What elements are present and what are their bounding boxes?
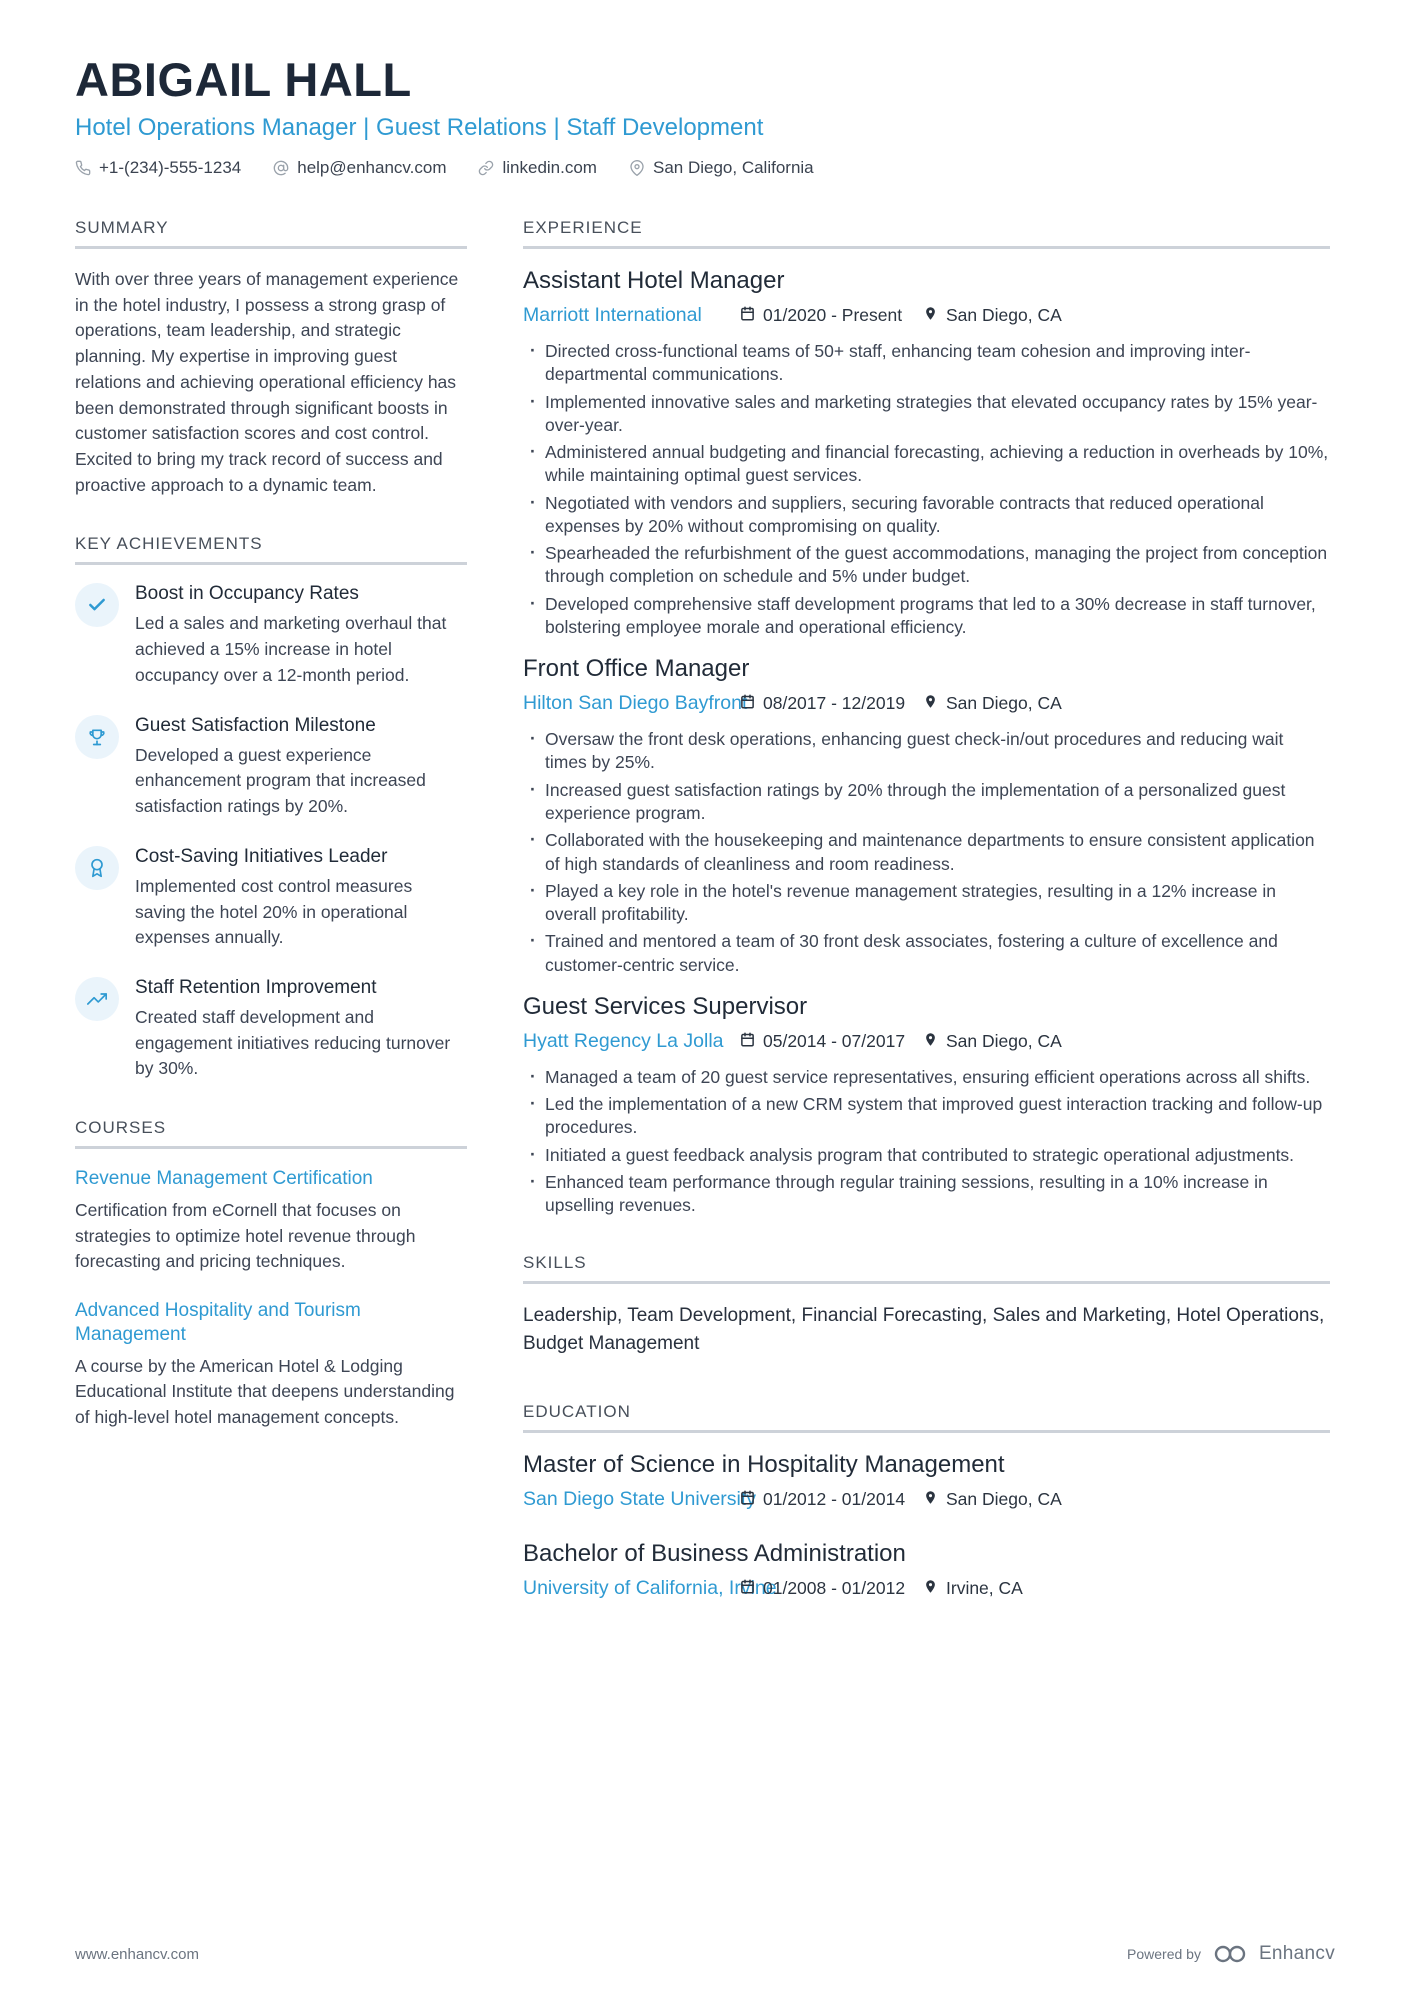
job-bullet: · Led the implementation of a new CRM system that improved guest interaction tracking and follow-up procedures. (523, 1093, 1330, 1140)
education-entry (523, 1451, 1330, 1518)
job-bullet: · Initiated a guest feedback analysis program that contributed to strategic operational adjustments. (523, 1144, 1330, 1167)
growth-icon (75, 977, 119, 1021)
school-name: San Diego State University (523, 1487, 757, 1510)
company-name: Marriott International (523, 304, 702, 326)
job-bullet: · Trained and mentored a team of 30 front desk associates, fostering a culture of excellence and customer-centric service. (523, 930, 1330, 977)
courses-section (75, 1118, 467, 1431)
calendar-icon (740, 693, 755, 714)
phone-contact (75, 158, 241, 178)
job-bullet: · Implemented innovative sales and marketing strategies that elevated occupancy rates by 15% year-over-year. (523, 391, 1330, 438)
job-meta-row (523, 1030, 1330, 1060)
powered-by[interactable] (1127, 1943, 1335, 1965)
education-heading: EDUCATION (523, 1402, 1330, 1433)
location-pin-icon (923, 1489, 938, 1510)
course-item (75, 1167, 467, 1275)
job-entry (523, 993, 1330, 1218)
job-bullet: · Oversaw the front desk operations, enhancing guest check-in/out procedures and reducing wait times by 25%. (523, 728, 1330, 775)
job-bullet: · Directed cross-functional teams of 50+ staff, enhancing team cohesion and improving inter-departmental communications. (523, 340, 1330, 387)
skills-heading: SKILLS (523, 1253, 1330, 1284)
course-title: Advanced Hospitality and Tourism Management (75, 1300, 361, 1345)
degree-title: Master of Science in Hospitality Management (523, 1450, 1005, 1478)
achievement-description: Created staff development and engagement initiatives reducing turnover by 30%. (135, 1006, 451, 1079)
job-entry (523, 267, 1330, 639)
footer-site-link[interactable]: www.enhancv.com (75, 1945, 199, 1963)
course-title: Revenue Management Certification (75, 1168, 373, 1190)
location-text: San Diego, California (652, 158, 814, 177)
job-bullet: · Played a key role in the hotel's revenue management strategies, resulting in a 12% increase in overall profitability. (523, 880, 1330, 927)
footer (75, 1943, 1335, 1965)
calendar-icon (740, 305, 755, 326)
summary-heading: SUMMARY (75, 218, 467, 249)
header (75, 52, 1330, 178)
brand-name: Enhancv (1258, 1943, 1335, 1964)
powered-by-label: Powered by (1127, 1946, 1201, 1962)
courses-heading: COURSES (75, 1118, 467, 1149)
email-link[interactable]: help@enhancv.com (297, 158, 447, 177)
linkedin-contact[interactable] (478, 158, 597, 178)
company-name: Hyatt Regency La Jolla (523, 1029, 724, 1052)
achievement-description: Developed a guest experience enhancement program that increased satisfaction ratings by 20%. (135, 744, 426, 817)
job-location: San Diego, CA (923, 305, 1073, 326)
phone-icon (75, 160, 91, 176)
contact-row (75, 158, 1330, 178)
achievements-section (75, 534, 467, 1082)
job-bullet: · Administered annual budgeting and financial forecasting, achieving a reduction in overheads by 10%, while maintaining optimal guest services. (523, 441, 1330, 488)
achievements-heading: KEY ACHIEVEMENTS (75, 534, 467, 565)
columns (75, 218, 1330, 1643)
job-bullet: · Developed comprehensive staff development programs that led to a 30% decrease in staff turnover, bolstering employee morale and operational efficiency. (523, 593, 1330, 640)
education-section (523, 1402, 1330, 1607)
education-dates: 01/2012 - 01/2014 (740, 1489, 905, 1510)
achievement-title: Staff Retention Improvement (135, 976, 377, 998)
job-bullet-list (523, 1066, 1330, 1218)
job-location: San Diego, CA (923, 1031, 1073, 1052)
achievement-title: Guest Satisfaction Milestone (135, 714, 376, 736)
education-entry (523, 1540, 1330, 1607)
skills-section (523, 1253, 1330, 1357)
linkedin-link[interactable]: linkedin.com (502, 158, 597, 177)
calendar-icon (740, 1031, 755, 1052)
degree-title: Bachelor of Business Administration (523, 1539, 906, 1567)
candidate-name: ABIGAIL HALL (75, 53, 412, 106)
link-icon (478, 160, 494, 176)
location-pin-icon (923, 1578, 938, 1599)
calendar-icon (740, 1489, 755, 1510)
right-column (523, 218, 1330, 1643)
course-description: Certification from eCornell that focuses on strategies to optimize hotel revenue through forecasting and pricing techniques. (75, 1199, 416, 1272)
job-bullet: · Negotiated with vendors and suppliers, securing favorable contracts that reduced operational expenses by 20% without compromising on quality. (523, 492, 1330, 539)
job-bullet: · Collaborated with the housekeeping and maintenance departments to ensure consistent application of high standards of cleanliness and room readiness. (523, 829, 1330, 876)
course-item (75, 1299, 467, 1431)
summary-text: With over three years of management experience in the hotel industry, I possess a strong grasp of operations, team leadership, and strategic planning. My expertise in improving guest relations and achieving operational efficiency has been demonstrated through significant boosts in customer satisfaction scores and cost control. Excited to bring my track record of success and proactive approach to a dynamic team. (75, 269, 459, 495)
location-contact (629, 158, 814, 178)
job-entry (523, 655, 1330, 977)
job-title: Assistant Hotel Manager (523, 267, 785, 294)
candidate-headline: Hotel Operations Manager | Guest Relations | Staff Development (75, 114, 764, 141)
achievement-title: Boost in Occupancy Rates (135, 583, 359, 605)
job-bullet: · Spearheaded the refurbishment of the guest accommodations, managing the project from conception through completion on schedule and 5% under budget. (523, 542, 1330, 589)
job-bullet: · Managed a team of 20 guest service representatives, ensuring efficient operations across all shifts. (523, 1066, 1330, 1089)
check-icon (75, 583, 119, 627)
phone-number: +1-(234)-555-1234 (99, 158, 242, 177)
location-pin-icon (923, 693, 938, 714)
job-bullet-list (523, 728, 1330, 977)
job-title: Guest Services Supervisor (523, 992, 808, 1020)
enhancv-logo-icon (1213, 1944, 1247, 1964)
job-dates: 01/2020 - Present (740, 305, 902, 326)
achievement-description: Implemented cost control measures saving the hotel 20% in operational expenses annually. (135, 875, 413, 948)
calendar-icon (740, 1578, 755, 1599)
experience-heading: EXPERIENCE (523, 218, 1330, 249)
achievement-item (75, 715, 467, 820)
education-location: Irvine, CA (923, 1578, 1073, 1599)
skills-text: Leadership, Team Development, Financial Forecasting, Sales and Marketing, Hotel Operations, Budget Management (523, 1305, 1325, 1354)
job-meta-row (523, 304, 1330, 334)
achievement-item (75, 977, 467, 1082)
job-title: Front Office Manager (523, 655, 750, 683)
award-icon (75, 846, 119, 890)
location-pin-icon (923, 1031, 938, 1052)
left-column (75, 218, 467, 1643)
experience-section (523, 218, 1330, 1217)
job-meta-row (523, 692, 1330, 722)
email-at-icon (273, 160, 289, 176)
trophy-icon (75, 715, 119, 759)
job-location: San Diego, CA (923, 693, 1073, 714)
education-dates: 01/2008 - 01/2012 (740, 1578, 905, 1599)
job-dates: 05/2014 - 07/2017 (740, 1031, 905, 1052)
location-pin-icon (923, 305, 938, 326)
job-dates: 08/2017 - 12/2019 (740, 693, 905, 714)
education-location: San Diego, CA (923, 1489, 1073, 1510)
summary-section (75, 218, 467, 498)
education-meta-row (523, 1488, 1330, 1518)
education-meta-row (523, 1577, 1330, 1607)
school-name: University of California, Irvine (523, 1576, 777, 1599)
achievement-title: Cost-Saving Initiatives Leader (135, 845, 388, 867)
job-bullet: · Increased guest satisfaction ratings by 20% through the implementation of a personalized guest experience program. (523, 779, 1330, 826)
achievement-item (75, 583, 467, 688)
location-pin-icon (629, 160, 645, 176)
email-contact[interactable] (273, 158, 446, 178)
job-bullet: · Enhanced team performance through regular training sessions, resulting in a 10% increase in upselling revenues. (523, 1171, 1330, 1218)
company-name: Hilton San Diego Bayfront (523, 692, 748, 715)
job-bullet-list (523, 340, 1330, 639)
achievement-item (75, 846, 467, 951)
course-description: A course by the American Hotel & Lodging Educational Institute that deepens understanding of high-level hotel management concepts. (75, 1355, 455, 1427)
achievement-description: Led a sales and marketing overhaul that achieved a 15% increase in hotel occupancy over a 12-month period. (135, 613, 447, 685)
